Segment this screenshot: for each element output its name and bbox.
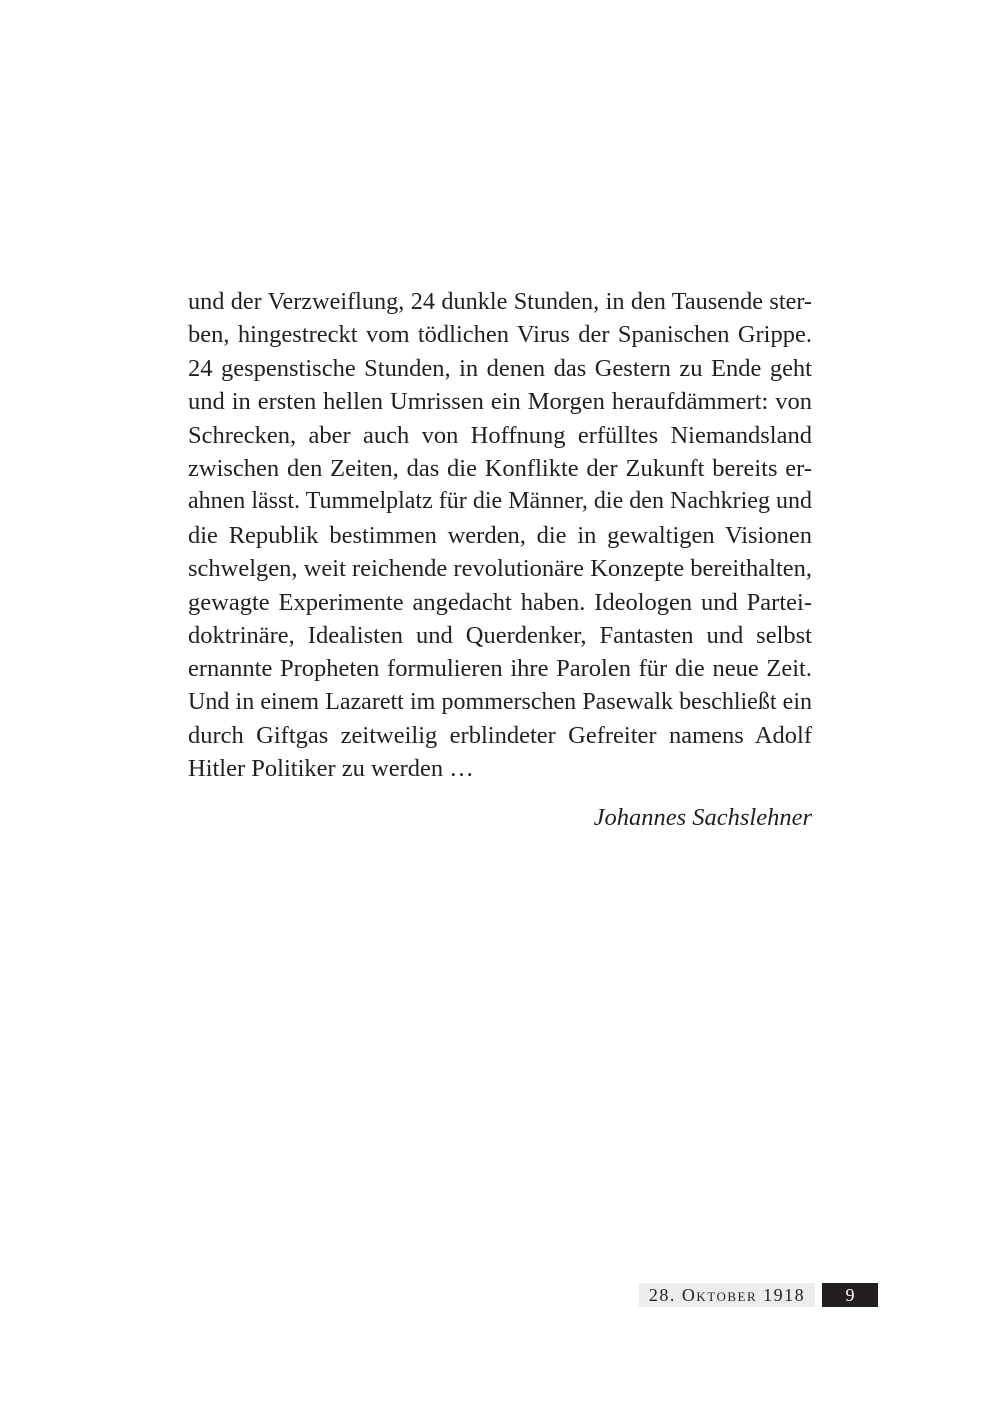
- body-line: ernannte Propheten formulieren ihre Parolen für die neue Zeit.: [188, 655, 812, 683]
- body-line: und der Verzweiflung, 24 dunkle Stunden, in den Tausende ster-: [188, 288, 812, 315]
- body-text: [188, 285, 812, 786]
- body-line: ben, hingestreckt vom tödlichen Virus der Spanischen Grippe.: [188, 321, 812, 349]
- body-line: doktrinäre, Idealisten und Querdenker, Fantasten und selbst: [188, 621, 812, 649]
- author-signature: Johannes Sachslehner: [593, 804, 812, 831]
- body-line: zwischen den Zeiten, das die Konflikte der Zukunft bereits er-: [188, 454, 812, 482]
- body-line: die Republik bestimmen werden, die in gewaltigen Visionen: [188, 521, 812, 549]
- body-line: durch Giftgas zeitweilig erblindeter Gefreiter namens Adolf: [188, 722, 812, 750]
- running-head: 28. Oktober 1918: [639, 1283, 815, 1307]
- body-line: schwelgen, weit reichende revolutionäre Konzepte bereithalten,: [188, 555, 812, 583]
- page-number: 9: [822, 1283, 878, 1307]
- body-line: Schrecken, aber auch von Hoffnung erfülltes Niemandsland: [188, 421, 812, 449]
- body-line: gewagte Experimente angedacht haben. Ideologen und Partei-: [188, 588, 812, 616]
- body-line: und in ersten hellen Umrissen ein Morgen heraufdämmert: von: [188, 388, 812, 416]
- body-line: 24 gespenstische Stunden, in denen das Gestern zu Ende geht: [188, 354, 812, 382]
- body-line: Und in einem Lazarett im pommerschen Pasewalk beschließt ein: [188, 688, 812, 715]
- body-line: Hitler Politiker zu werden …: [188, 755, 474, 783]
- body-line: ahnen lässt. Tummelplatz für die Männer, die den Nachkrieg und: [188, 488, 812, 515]
